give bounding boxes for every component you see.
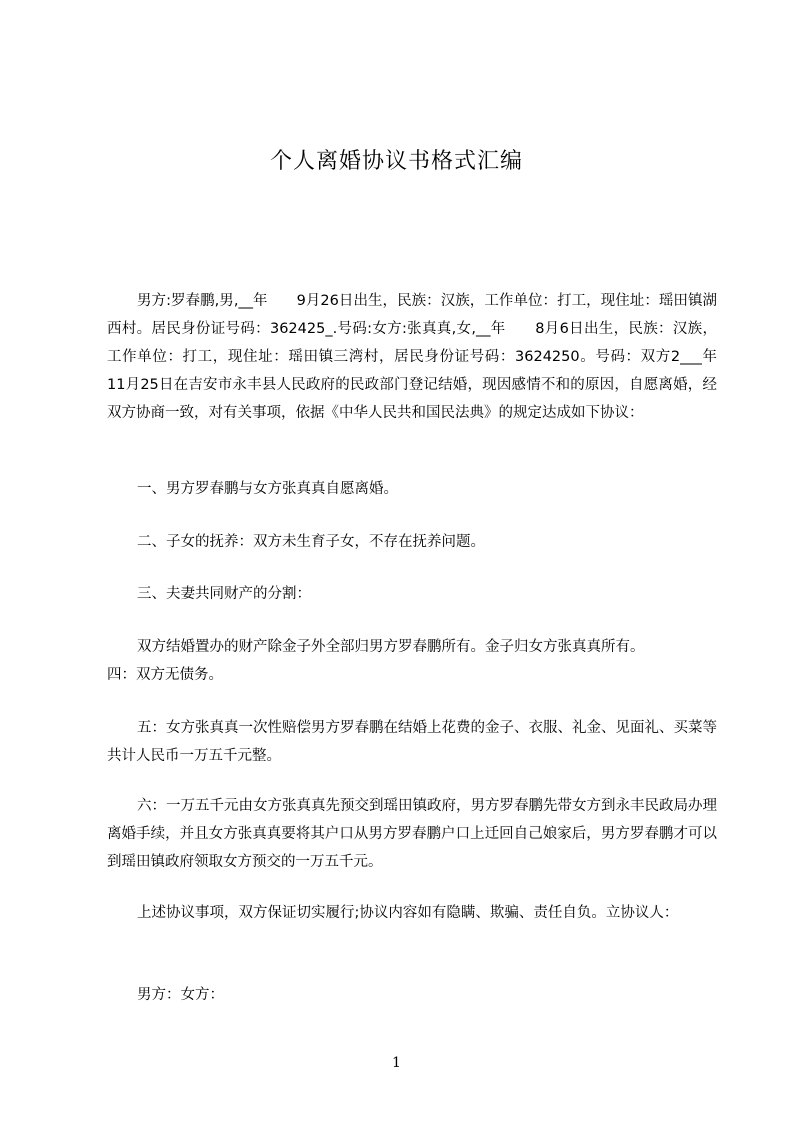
property-paragraph: 双方结婚置办的财产除金子外全部归男方罗春鹏所有。金子归女方张真真所有。 bbox=[137, 639, 645, 655]
clause-5: 五：女方张真真一次性赔偿男方罗春鹏在结婚上花费的金子、衣服、礼金、见面礼、买菜等共计人民币一万五千元整。 bbox=[107, 720, 717, 764]
clause-2: 二、子女的抚养：双方未生育子女，不存在抚养问题。 bbox=[137, 534, 485, 550]
clause-3: 三、夫妻共同财产的分割： bbox=[137, 586, 311, 602]
clause-6: 六：一万五千元由女方张真真先预交到瑶田镇政府，男方罗春鹏先带女方到永丰民政局办理离婚手续，并且女方张真真要将其户口从男方罗春鹏户口上迁回自己娘家后，男方罗春鹏才可以到瑶田镇政府领取女方预交的一万五千元。 bbox=[107, 798, 717, 870]
clause-4: 四：双方无债务。 bbox=[107, 667, 223, 683]
intro-paragraph: 男方:罗春鹏,男,__年 9月26日出生，民族：汉族，工作单位：打工，现住址：瑶田镇湖西村。居民身份证号码：362425_.号码:女方:张真真,女,__年 8月6日出生，民族：汉族，工作单位：打工，现住址：瑶田镇三湾村，居民身份证号码：3624250。号码：双方2___年 11月25日在吉安市永丰县人民政府的民政部门登记结婚，现因感情不和的原因，自愿离婚，经双方协商一致，对有关事项，依据《中华人民共和国民法典》的规定达成如下协议： bbox=[107, 293, 732, 421]
page-number: 1 bbox=[392, 1055, 401, 1071]
clause-1: 一、男方罗春鹏与女方张真真自愿离婚。 bbox=[137, 481, 398, 497]
signature-line: 男方：女方： bbox=[137, 987, 224, 1003]
closing-paragraph: 上述协议事项，双方保证切实履行;协议内容如有隐瞒、欺骗、责任自负。立协议人： bbox=[137, 905, 679, 921]
document-title: 个人离婚协议书格式汇编 bbox=[269, 149, 523, 174]
